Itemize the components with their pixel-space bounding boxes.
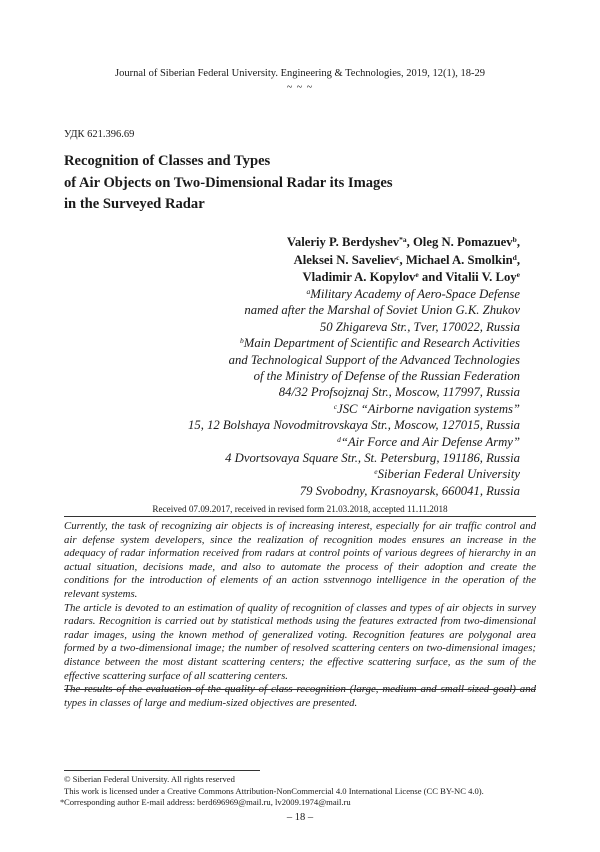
author-name: Aleksei N. Saveliev — [293, 252, 397, 267]
received-dates: Received 07.09.2017, received in revised form 21.03.2018, accepted 11.11.2018 — [152, 504, 448, 514]
affiliation-line: 15, 12 Bolshaya Novodmitrovskaya Str., Moscow, 127015, Russia — [188, 418, 520, 433]
header-ornament: ~ ~ ~ — [286, 82, 314, 93]
affiliation-line: $^a$Military Academy of Aero-Space Defense — [306, 287, 520, 301]
affiliation-list — [188, 286, 520, 499]
paper-title — [64, 151, 504, 216]
abstract — [64, 520, 536, 710]
author-affil-mark: e — [415, 270, 419, 279]
author-name: , Michael A. Smolkin — [399, 252, 513, 267]
footnotes — [60, 774, 484, 809]
author-affil-mark: b — [512, 235, 517, 244]
title-line: in the Surveyed Radar — [64, 196, 205, 212]
author-line — [287, 234, 520, 252]
affiliation-line: named after the Marshal of Soviet Union G.K. Zhukov — [244, 303, 520, 318]
author-name: , Oleg N. Pomazuev — [406, 235, 513, 249]
title-line: Recognition of Classes and Types — [64, 153, 271, 169]
affiliation-line: $^b$Main Department of Scientific and Research Activities — [240, 336, 520, 351]
affiliation-line: 4 Dvortsovaya Square Str., St. Petersburg, 191186, Russia — [225, 451, 520, 466]
affiliation-line: $^c$JSC “Airborne navigation systems” — [333, 401, 520, 416]
affiliation-line: 84/32 Profsojznaj Str., Moscow, 117997, Russia — [278, 385, 520, 400]
affiliation-line: 79 Svobodny, Krasnoyarsk, 660041, Russia — [299, 483, 520, 498]
author-name: Vladimir A. Kopylov — [302, 270, 416, 284]
author-separator: , — [516, 252, 520, 267]
udk-code: УДК 621.396.69 — [64, 129, 135, 140]
affiliation-line: $^e$Siberian Federal University — [374, 467, 520, 482]
author-affil-mark: e — [516, 270, 520, 279]
corresponding-author-text: Corresponding author E-mail address: berd696969@mail.ru, lv2009.1974@mail.ru — [64, 797, 351, 807]
author-line — [287, 269, 520, 287]
footnote-star: * — [60, 797, 65, 807]
author-affil-mark: d — [512, 252, 517, 262]
affiliation-line: $^d$“Air Force and Air Defense Army” — [337, 434, 520, 449]
abstract-top-rule — [64, 516, 536, 517]
abstract-paragraph: The results of the evaluation of the quality of class recognition (large, medium and small-sized goal) and types in classes of large and medium-sized objectives are presented. — [64, 683, 536, 709]
abstract-paragraph: Currently, the task of recognizing air objects is of increasing interest, especially for air traffic control and air defense system developers, since the realization of recognition modes ensures an increase in the adequacy of radar information received from radars at control points of various degrees of hierarchy in an actual situation, decisions made, and also to automate the process of their adoption and create the conditions for the introduction of elements of an action sstvennogo intelligence in the operation of the relevant systems. — [64, 520, 536, 600]
author-separator: , — [516, 235, 520, 249]
affiliation-line: and Technological Support of the Advanced Technologies — [228, 352, 520, 367]
author-name: and Vitalii V. Loy — [418, 270, 517, 284]
author-line — [287, 252, 520, 270]
corresponding-author-note — [60, 797, 484, 809]
affiliation-line: of the Ministry of Defense of the Russian Federation — [253, 369, 520, 384]
author-list — [287, 234, 520, 287]
license-note: This work is licensed under a Creative Commons Attribution-NonCommercial 4.0 International License (CC BY-NC 4.0). — [64, 785, 484, 796]
title-line: of Air Objects on Two-Dimensional Radar its Images — [64, 174, 393, 191]
author-name: Valeriy P. Berdyshev — [286, 235, 400, 249]
copyright-note: © Siberian Federal University. All rights reserved — [64, 774, 235, 784]
affiliation-line: 50 Zhigareva Str., Tver, 170022, Russia — [319, 319, 520, 334]
page-number: – 18 – — [286, 812, 314, 823]
author-affil-mark: *a — [399, 235, 407, 244]
author-affil-mark: c — [396, 252, 400, 262]
journal-header: Journal of Siberian Federal University. Engineering & Technologies, 2019, 12(1), 18-29 — [115, 68, 485, 79]
abstract-bottom-rule — [64, 689, 536, 690]
footnote-rule — [64, 770, 260, 771]
abstract-paragraph: The article is devoted to an estimation of quality of recognition of classes and types of air objects in survey radars. Recognition is carried out by statistical methods using the features extracted from two-dimensional radar images, using the known method of generalized voting. Recognition features are polygonal area formed by a two-dimensional image; the number of resolved scattering centers on two-dimensional images; distance between the most distant scattering centers; the effective scattering surface, as the sum of the effective scattering surface of all scattering centers. — [64, 601, 536, 682]
